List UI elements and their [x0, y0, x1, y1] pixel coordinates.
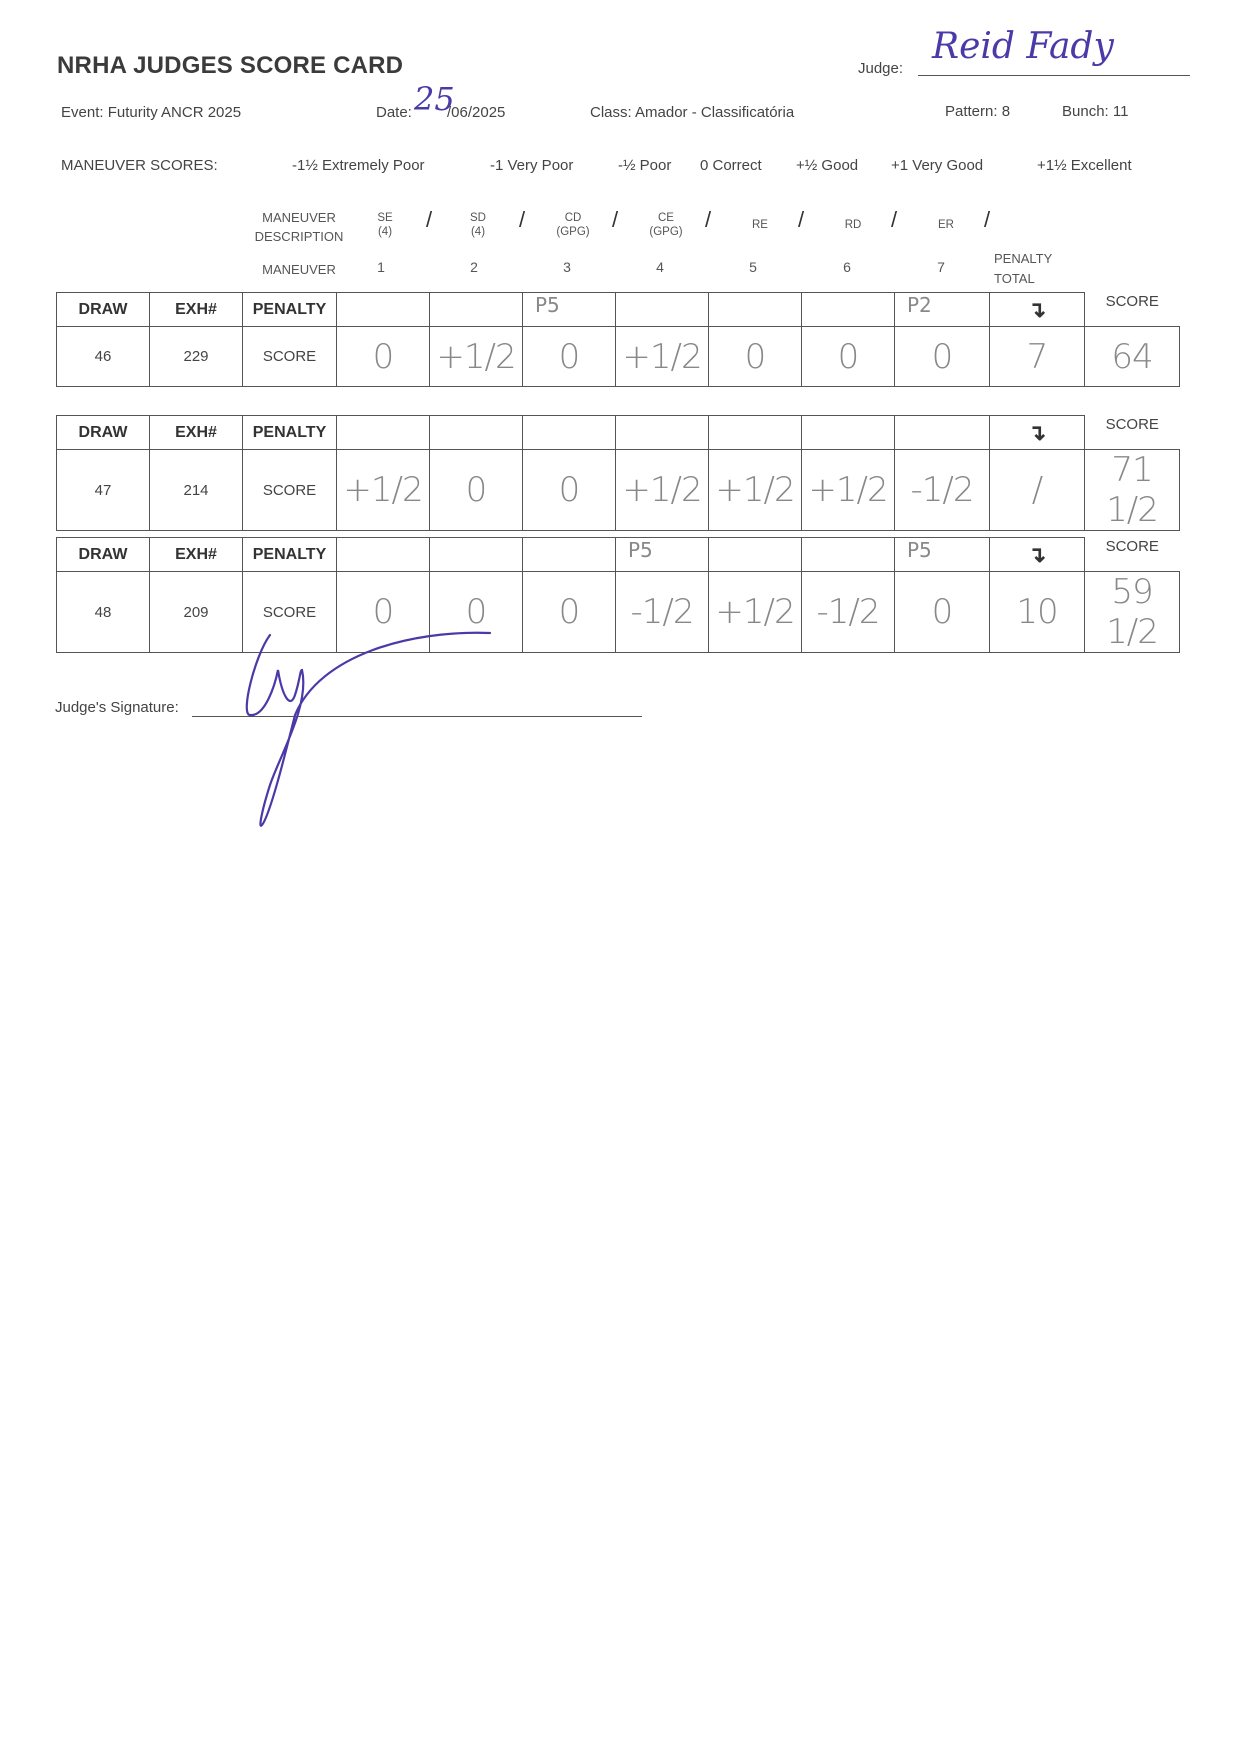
score-row-label: SCORE — [243, 327, 337, 387]
pattern-label: Pattern: 8 — [945, 103, 1011, 120]
maneuver-score-5[interactable]: 0 — [709, 327, 802, 387]
table-row — [57, 450, 1180, 531]
draw-header: DRAW — [57, 416, 150, 450]
exh-header: EXH# — [150, 538, 243, 572]
exh-value: 209 — [150, 572, 243, 653]
card-title: NRHA JUDGES SCORE CARD — [57, 52, 404, 79]
penalty-arrow: ↴ — [990, 538, 1085, 572]
entry-table — [56, 537, 1180, 653]
class-label: Class: Amador - Classificatória — [590, 104, 795, 121]
maneuver-score-2[interactable]: 0 — [430, 572, 523, 653]
maneuver-score-5[interactable]: +1/2 — [709, 450, 802, 531]
maneuver-6-number: 6 — [843, 259, 851, 275]
separator: / — [798, 207, 805, 232]
date-rest: /06/2025 — [447, 104, 506, 121]
penalty-total-value[interactable]: / — [990, 450, 1085, 531]
final-score-value[interactable]: 71 1/2 — [1085, 450, 1180, 531]
separator: / — [519, 207, 526, 232]
maneuver-score-1[interactable]: 0 — [337, 327, 430, 387]
scale-correct: 0 Correct — [700, 157, 762, 174]
judge-name-handwritten: Reid Fady — [932, 26, 1114, 67]
maneuver-7-number: 7 — [937, 259, 945, 275]
maneuver-score-4[interactable]: +1/2 — [616, 327, 709, 387]
maneuver-score-6[interactable]: 0 — [802, 327, 895, 387]
maneuver-5-number: 5 — [749, 259, 757, 275]
maneuver-3-number: 3 — [563, 259, 571, 275]
maneuver-2-number: 2 — [470, 259, 478, 275]
judge-label: Judge: — [858, 60, 904, 77]
maneuver-2-desc: SD (4) — [470, 212, 486, 238]
penalty-header: PENALTY — [243, 538, 337, 572]
maneuver-score-2[interactable]: 0 — [430, 450, 523, 531]
judge-line — [918, 74, 1190, 76]
separator: / — [891, 207, 898, 232]
separator: / — [612, 207, 619, 232]
maneuver-score-5[interactable]: +1/2 — [709, 572, 802, 653]
separator: / — [426, 207, 433, 232]
penalty-cell-1[interactable] — [337, 416, 430, 450]
penalty-cell-2[interactable] — [430, 416, 523, 450]
penalty-cell-2[interactable] — [430, 538, 523, 572]
exh-value: 229 — [150, 327, 243, 387]
penalty-cell-3[interactable] — [523, 416, 616, 450]
penalty-cell-2[interactable] — [430, 293, 523, 327]
separator: / — [705, 207, 712, 232]
maneuver-score-7[interactable]: -1/2 — [895, 450, 990, 531]
maneuver-4-desc: CE (GPG) — [649, 212, 683, 238]
penalty-total-value[interactable]: 7 — [990, 327, 1085, 387]
penalty-cell-6[interactable] — [802, 416, 895, 450]
penalty-cell-6[interactable] — [802, 293, 895, 327]
maneuver-score-6[interactable]: +1/2 — [802, 450, 895, 531]
penalty-cell-5[interactable] — [709, 538, 802, 572]
score-row-label: SCORE — [243, 572, 337, 653]
maneuver-number-label: MANEUVER — [262, 262, 336, 277]
table-header-row — [57, 538, 1180, 572]
signature-label: Judge's Signature: — [55, 699, 179, 716]
date-label: Date: — [376, 104, 412, 121]
penalty-header: PENALTY — [243, 416, 337, 450]
penalty-cell-7[interactable]: P2 — [895, 293, 990, 327]
penalty-cell-5[interactable] — [709, 416, 802, 450]
penalty-cell-3[interactable]: P5 — [523, 293, 616, 327]
maneuver-score-3[interactable]: 0 — [523, 327, 616, 387]
entry-table — [56, 292, 1180, 387]
scale-poor: -½ Poor — [618, 157, 672, 174]
maneuver-score-4[interactable]: -1/2 — [616, 572, 709, 653]
entry-table — [56, 415, 1180, 531]
bunch-label: Bunch: 11 — [1062, 103, 1129, 120]
event-label: Event: Futurity ANCR 2025 — [61, 104, 242, 121]
date-day-handwritten: 25 — [414, 80, 455, 118]
maneuver-6-desc: RD — [844, 219, 862, 231]
draw-value: 47 — [57, 450, 150, 531]
maneuver-score-6[interactable]: -1/2 — [802, 572, 895, 653]
maneuver-3-desc: CD (GPG) — [556, 212, 590, 238]
draw-header: DRAW — [57, 293, 150, 327]
maneuver-score-7[interactable]: 0 — [895, 327, 990, 387]
maneuver-scores-label: MANEUVER SCORES: — [61, 157, 218, 174]
draw-value: 46 — [57, 327, 150, 387]
scale-extremely-poor: -1½ Extremely Poor — [292, 157, 425, 174]
table-row — [57, 327, 1180, 387]
table-row — [57, 572, 1180, 653]
maneuver-score-2[interactable]: +1/2 — [430, 327, 523, 387]
penalty-cell-7[interactable] — [895, 416, 990, 450]
draw-value: 48 — [57, 572, 150, 653]
penalty-cell-6[interactable] — [802, 538, 895, 572]
maneuver-description-label: MANEUVER DESCRIPTION — [254, 210, 344, 244]
draw-header: DRAW — [57, 538, 150, 572]
maneuver-score-4[interactable]: +1/2 — [616, 450, 709, 531]
scale-very-poor: -1 Very Poor — [490, 157, 574, 174]
score-header: SCORE — [1085, 416, 1180, 450]
score-header: SCORE — [1085, 538, 1180, 572]
penalty-total-value[interactable]: 10 — [990, 572, 1085, 653]
maneuver-1-number: 1 — [377, 259, 385, 275]
maneuver-5-desc: RE — [752, 219, 768, 231]
separator: / — [984, 207, 991, 232]
exh-header: EXH# — [150, 416, 243, 450]
penalty-cell-4[interactable]: P5 — [616, 538, 709, 572]
final-score-value[interactable]: 64 — [1085, 327, 1180, 387]
maneuver-1-desc: SE (4) — [377, 212, 393, 238]
judge-signature-scribble — [240, 625, 560, 835]
penalty-arrow: ↴ — [990, 293, 1085, 327]
maneuver-7-desc: ER — [938, 219, 954, 231]
score-row-label: SCORE — [243, 450, 337, 531]
maneuver-score-1[interactable]: 0 — [337, 572, 430, 653]
table-header-row — [57, 293, 1180, 327]
exh-value: 214 — [150, 450, 243, 531]
scale-excellent: +1½ Excellent — [1037, 157, 1132, 174]
table-header-row — [57, 416, 1180, 450]
maneuver-4-number: 4 — [656, 259, 664, 275]
exh-header: EXH# — [150, 293, 243, 327]
maneuver-score-7[interactable]: 0 — [895, 572, 990, 653]
maneuver-score-1[interactable]: +1/2 — [337, 450, 430, 531]
scale-very-good: +1 Very Good — [891, 157, 984, 174]
maneuver-score-3[interactable]: 0 — [523, 450, 616, 531]
penalty-cell-1[interactable] — [337, 538, 430, 572]
penalty-cell-4[interactable] — [616, 416, 709, 450]
scale-good: +½ Good — [796, 157, 859, 174]
penalty-arrow: ↴ — [990, 416, 1085, 450]
final-score-value[interactable]: 59 1/2 — [1085, 572, 1180, 653]
penalty-cell-7[interactable]: P5 — [895, 538, 990, 572]
penalty-total-label: PENALTY TOTAL — [994, 251, 1053, 286]
penalty-cell-1[interactable] — [337, 293, 430, 327]
score-header: SCORE — [1085, 293, 1180, 327]
penalty-cell-3[interactable] — [523, 538, 616, 572]
penalty-header: PENALTY — [243, 293, 337, 327]
maneuver-score-3[interactable]: 0 — [523, 572, 616, 653]
penalty-cell-5[interactable] — [709, 293, 802, 327]
penalty-cell-4[interactable] — [616, 293, 709, 327]
